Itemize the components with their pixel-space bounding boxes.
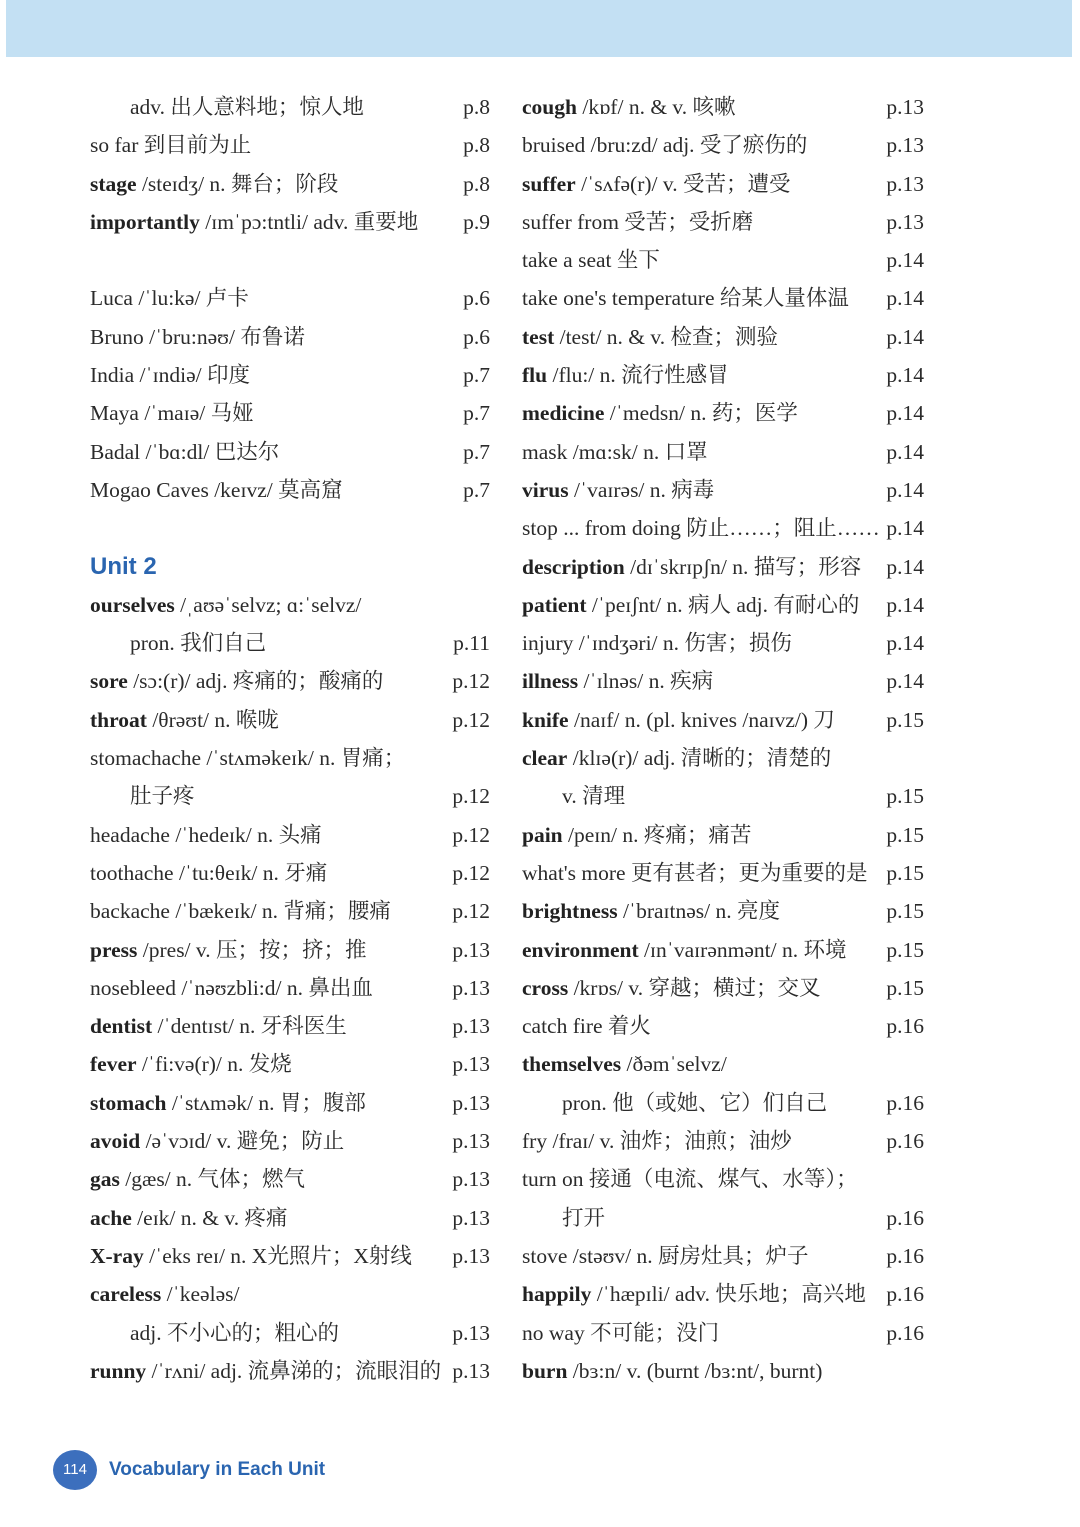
vocab-entry bbox=[90, 1199, 490, 1237]
vocab-definition: /ˈstʌmək/ n. 胃；腹部 bbox=[166, 1090, 366, 1115]
vocab-page-ref: p.7 bbox=[463, 477, 490, 502]
vocab-definition: what's more 更有甚者；更为重要的是 bbox=[522, 860, 868, 885]
vocab-definition: /əˈvɔɪd/ v. 避免；防止 bbox=[140, 1129, 345, 1154]
vocab-definition: stop ... from doing 防止……；阻止…… bbox=[522, 516, 880, 541]
vocab-definition: take a seat 坐下 bbox=[522, 248, 660, 273]
vocab-entry bbox=[522, 548, 924, 586]
vocab-definition: stomachache /ˈstʌməkeɪk/ n. 胃痛； bbox=[90, 746, 406, 771]
vocab-definition: pron. 他（或她、它）们自己 bbox=[562, 1090, 828, 1115]
vocab-headword: test bbox=[522, 324, 555, 349]
vocab-entry bbox=[90, 433, 490, 471]
vocab-page-ref: p.14 bbox=[886, 439, 924, 464]
vocab-headword: knife bbox=[522, 707, 569, 732]
vocab-definition: fry /fraɪ/ v. 油炸；油煎；油炒 bbox=[522, 1129, 792, 1154]
vocab-headword: illness bbox=[522, 669, 579, 694]
vocab-entry bbox=[522, 241, 924, 279]
vocab-entry bbox=[522, 1122, 924, 1160]
vocab-headword: gas bbox=[90, 1167, 120, 1192]
vocab-definition: /ˌaʊəˈselvz; ɑ:ˈselvz/ bbox=[174, 592, 362, 617]
vocab-headword: avoid bbox=[90, 1129, 141, 1154]
vocab-entry bbox=[522, 203, 924, 241]
footer-title: Vocabulary in Each Unit bbox=[109, 1459, 326, 1480]
vocab-page-ref: p.13 bbox=[452, 1243, 490, 1268]
vocab-definition: /ˈpeɪʃnt/ n. 病人 adj. 有耐心的 bbox=[586, 592, 860, 617]
vocab-headword: dentist bbox=[90, 1014, 153, 1039]
vocab-entry bbox=[90, 318, 490, 356]
vocab-entry bbox=[522, 279, 924, 317]
vocab-definition: adv. 出人意料地；惊人地 bbox=[130, 95, 364, 119]
vocab-entry bbox=[522, 816, 924, 854]
vocab-entry bbox=[90, 1084, 490, 1122]
vocab-entry bbox=[90, 1007, 490, 1045]
vocab-definition: injury /ˈɪndʒəri/ n. 伤害；损伤 bbox=[522, 631, 792, 656]
vocab-headword: cross bbox=[522, 975, 569, 1000]
vocab-headword: environment bbox=[522, 937, 639, 962]
vocab-page-ref: p.7 bbox=[463, 401, 490, 426]
vocab-page-ref: p.13 bbox=[452, 1014, 490, 1039]
vocab-page-ref: p.15 bbox=[886, 975, 924, 1000]
vocab-page-ref: p.14 bbox=[886, 669, 924, 694]
vocab-definition: 打开 bbox=[562, 1205, 606, 1230]
vocab-page-ref: p.13 bbox=[886, 209, 924, 234]
vocab-definition: Maya /ˈmaɪə/ 马娅 bbox=[90, 401, 254, 426]
vocab-entry bbox=[522, 88, 924, 126]
vocab-definition: Luca /ˈlu:kə/ 卢卡 bbox=[90, 286, 249, 311]
vocab-entry bbox=[522, 1199, 924, 1237]
vocab-entry bbox=[522, 701, 924, 739]
vocab-definition: /ˈdentɪst/ n. 牙科医生 bbox=[152, 1014, 347, 1039]
vocab-page-ref: p.15 bbox=[886, 784, 924, 809]
vocab-headword: careless bbox=[90, 1282, 162, 1307]
vocab-entry bbox=[90, 509, 490, 547]
vocab-definition: /ˈbraɪtnəs/ n. 亮度 bbox=[617, 899, 780, 924]
vocab-headword: stomach bbox=[90, 1090, 167, 1115]
vocab-page-ref: p.13 bbox=[452, 1052, 490, 1077]
vocab-page-ref: p.14 bbox=[886, 363, 924, 388]
vocab-page-ref: p.15 bbox=[886, 937, 924, 962]
vocab-definition: /dɪˈskrɪpʃn/ n. 描写；形容 bbox=[624, 554, 862, 579]
vocab-definition: backache /ˈbækeɪk/ n. 背痛；腰痛 bbox=[90, 899, 391, 924]
vocab-page-ref: p.8 bbox=[463, 95, 490, 119]
vocab-page-ref: p.16 bbox=[886, 1320, 924, 1345]
vocab-entry bbox=[90, 1237, 490, 1275]
vocab-entry bbox=[522, 1160, 924, 1198]
vocab-page-ref: p.8 bbox=[463, 133, 490, 158]
vocab-definition: /steɪdʒ/ n. 舞台；阶段 bbox=[136, 171, 339, 196]
vocab-headword: cough bbox=[522, 95, 577, 119]
vocab-definition: suffer from 受苦；受折磨 bbox=[522, 209, 754, 234]
vocab-entry bbox=[90, 279, 490, 317]
vocab-headword: themselves bbox=[522, 1052, 622, 1077]
vocab-entry bbox=[90, 1275, 490, 1313]
vocab-entry bbox=[90, 624, 490, 662]
vocab-definition: turn on 接通（电流、煤气、水等）； bbox=[522, 1167, 858, 1192]
vocab-entry bbox=[522, 969, 924, 1007]
vocab-entry bbox=[522, 394, 924, 432]
vocab-definition: /kɒf/ n. & v. 咳嗽 bbox=[576, 95, 736, 119]
vocab-entry bbox=[522, 126, 924, 164]
vocab-page-ref: p.14 bbox=[886, 477, 924, 502]
vocab-headword: suffer bbox=[522, 171, 576, 196]
vocab-headword: stage bbox=[90, 171, 137, 196]
vocab-definition: bruised /bru:zd/ adj. 受了瘀伤的 bbox=[522, 133, 808, 158]
vocab-entry bbox=[90, 88, 490, 126]
vocab-page-ref: p.7 bbox=[463, 363, 490, 388]
unit-heading-row bbox=[90, 548, 490, 586]
right-vocabulary-column bbox=[522, 88, 924, 1390]
top-color-band bbox=[6, 0, 1072, 57]
vocab-definition: /ˈvaɪrəs/ n. 病毒 bbox=[568, 477, 715, 502]
vocab-definition: take one's temperature 给某人量体温 bbox=[522, 286, 849, 311]
vocab-definition: Mogao Caves /keɪvz/ 莫高窟 bbox=[90, 477, 343, 502]
vocab-entry bbox=[522, 624, 924, 662]
vocab-page-ref: p.15 bbox=[886, 822, 924, 847]
vocab-entry bbox=[522, 509, 924, 547]
vocab-headword: patient bbox=[522, 592, 587, 617]
vocab-headword: brightness bbox=[522, 899, 618, 924]
vocab-definition: nosebleed /ˈnəʊzbli:d/ n. 鼻出血 bbox=[90, 975, 373, 1000]
vocab-page-ref: p.14 bbox=[886, 401, 924, 426]
vocab-page-ref: p.12 bbox=[452, 707, 490, 732]
vocab-entry bbox=[90, 662, 490, 700]
vocab-headword: throat bbox=[90, 707, 147, 732]
vocab-headword: ourselves bbox=[90, 592, 175, 617]
vocab-page-ref: p.14 bbox=[886, 592, 924, 617]
vocab-definition: Badal /ˈbɑ:dl/ 巴达尔 bbox=[90, 439, 280, 464]
vocab-definition: /ɪnˈvaɪrənmənt/ n. 环境 bbox=[638, 937, 847, 962]
vocab-entry bbox=[90, 816, 490, 854]
vocab-page-ref: p.13 bbox=[886, 133, 924, 158]
vocab-definition: Bruno /ˈbru:nəʊ/ 布鲁诺 bbox=[90, 324, 305, 349]
vocab-definition: v. 清理 bbox=[562, 784, 626, 809]
vocab-page-ref: p.13 bbox=[886, 171, 924, 196]
vocab-entry bbox=[90, 1045, 490, 1083]
vocab-entry bbox=[522, 1237, 924, 1275]
vocab-headword: fever bbox=[90, 1052, 137, 1077]
vocab-headword: clear bbox=[522, 746, 568, 771]
vocab-page-ref: p.14 bbox=[886, 554, 924, 579]
vocab-definition: headache /ˈhedeɪk/ n. 头痛 bbox=[90, 822, 322, 847]
vocab-page-ref: p.15 bbox=[886, 707, 924, 732]
vocab-entry bbox=[522, 1084, 924, 1122]
vocab-entry bbox=[90, 854, 490, 892]
vocab-definition: /ˈkeələs/ bbox=[161, 1282, 240, 1307]
vocab-definition: so far 到目前为止 bbox=[90, 133, 252, 158]
vocab-definition: /gæs/ n. 气体；燃气 bbox=[119, 1167, 306, 1192]
vocab-page-ref: p.16 bbox=[886, 1243, 924, 1268]
vocab-entry bbox=[90, 126, 490, 164]
vocab-definition: /ˈrʌni/ adj. 流鼻涕的；流眼泪的 bbox=[146, 1358, 442, 1383]
vocab-page-ref: p.13 bbox=[452, 1090, 490, 1115]
vocab-entry bbox=[522, 1045, 924, 1083]
vocab-definition: /eɪk/ n. & v. 疼痛 bbox=[131, 1205, 288, 1230]
left-vocabulary-column bbox=[90, 88, 490, 1390]
vocab-headword: runny bbox=[90, 1358, 147, 1383]
vocab-page-ref: p.6 bbox=[463, 286, 490, 311]
vocab-entry bbox=[90, 739, 490, 777]
vocab-entry bbox=[90, 394, 490, 432]
vocab-page-ref: p.16 bbox=[886, 1129, 924, 1154]
vocab-entry bbox=[522, 854, 924, 892]
vocab-page-ref: p.13 bbox=[452, 937, 490, 962]
vocab-entry bbox=[522, 586, 924, 624]
vocab-entry bbox=[522, 1275, 924, 1313]
vocab-headword: pain bbox=[522, 822, 563, 847]
vocab-page-ref: p.12 bbox=[452, 860, 490, 885]
vocab-entry bbox=[90, 356, 490, 394]
vocab-page-ref: p.14 bbox=[886, 631, 924, 656]
vocab-page-ref: p.14 bbox=[886, 516, 924, 541]
vocab-page-ref: p.11 bbox=[453, 631, 490, 656]
vocab-entry bbox=[522, 777, 924, 815]
vocab-entry bbox=[90, 586, 490, 624]
vocab-definition: /ðəmˈselvz/ bbox=[621, 1052, 727, 1077]
vocab-definition: /ˈfi:və(r)/ n. 发烧 bbox=[136, 1052, 292, 1077]
vocab-entry bbox=[90, 1160, 490, 1198]
vocab-entry bbox=[90, 969, 490, 1007]
vocab-entry bbox=[522, 892, 924, 930]
vocab-page-ref: p.13 bbox=[452, 1205, 490, 1230]
vocab-page-ref: p.13 bbox=[452, 975, 490, 1000]
vocab-headword: press bbox=[90, 937, 138, 962]
vocab-definition: /peɪn/ n. 疼痛；痛苦 bbox=[562, 822, 752, 847]
vocab-definition: pron. 我们自己 bbox=[130, 631, 267, 656]
vocab-entry bbox=[522, 433, 924, 471]
vocab-entry bbox=[522, 165, 924, 203]
vocab-entry bbox=[90, 471, 490, 509]
vocab-page-ref: p.16 bbox=[886, 1205, 924, 1230]
vocab-page-ref: p.8 bbox=[463, 171, 490, 196]
vocab-page-ref: p.12 bbox=[452, 899, 490, 924]
vocab-definition: /ˈmedsn/ n. 药；医学 bbox=[604, 401, 798, 426]
vocab-definition: /ˈsʌfə(r)/ v. 受苦；遭受 bbox=[575, 171, 791, 196]
vocab-definition: /θrəʊt/ n. 喉咙 bbox=[146, 707, 279, 732]
vocab-entry bbox=[522, 356, 924, 394]
vocab-page-ref: p.16 bbox=[886, 1014, 924, 1039]
vocab-definition: stove /stəʊv/ n. 厨房灶具；炉子 bbox=[522, 1243, 809, 1268]
vocab-entry bbox=[90, 777, 490, 815]
vocab-entry bbox=[522, 931, 924, 969]
vocab-entry bbox=[522, 471, 924, 509]
vocab-entry bbox=[90, 1122, 490, 1160]
vocab-definition: 肚子疼 bbox=[130, 784, 195, 809]
vocab-headword: burn bbox=[522, 1358, 568, 1383]
vocab-entry bbox=[90, 892, 490, 930]
vocab-definition: no way 不可能；没门 bbox=[522, 1320, 720, 1345]
vocab-entry bbox=[90, 931, 490, 969]
vocab-definition: /flu:/ n. 流行性感冒 bbox=[547, 363, 729, 388]
vocab-entry bbox=[90, 1314, 490, 1352]
vocab-entry bbox=[90, 165, 490, 203]
vocab-headword: X-ray bbox=[90, 1243, 144, 1268]
vocab-definition: /sɔ:(r)/ adj. 疼痛的；酸痛的 bbox=[127, 669, 384, 694]
vocab-page-ref: p.13 bbox=[452, 1358, 490, 1383]
vocab-page-ref: p.13 bbox=[886, 95, 924, 119]
vocab-page-ref: p.15 bbox=[886, 899, 924, 924]
vocab-page-ref: p.14 bbox=[886, 324, 924, 349]
vocab-definition: /bɜ:n/ v. (burnt /bɜ:nt/, burnt) bbox=[567, 1358, 823, 1383]
vocab-headword: ache bbox=[90, 1205, 132, 1230]
vocab-definition: mask /mɑ:sk/ n. 口罩 bbox=[522, 439, 708, 464]
vocab-page-ref: p.7 bbox=[463, 439, 490, 464]
vocab-definition: toothache /ˈtu:θeɪk/ n. 牙痛 bbox=[90, 860, 328, 885]
vocab-headword: medicine bbox=[522, 401, 605, 426]
vocab-page-ref: p.16 bbox=[886, 1282, 924, 1307]
vocab-page-ref: p.16 bbox=[886, 1090, 924, 1115]
vocab-definition: India /ˈɪndiə/ 印度 bbox=[90, 363, 251, 388]
page-number-badge: 114 bbox=[53, 1450, 97, 1490]
vocab-definition: /ˈɪlnəs/ n. 疾病 bbox=[578, 669, 714, 694]
vocab-entry bbox=[90, 203, 490, 241]
vocab-headword: description bbox=[522, 554, 625, 579]
vocab-headword: virus bbox=[522, 477, 569, 502]
vocab-definition: adj. 不小心的；粗心的 bbox=[130, 1320, 340, 1345]
vocab-entry bbox=[522, 1007, 924, 1045]
vocab-entry bbox=[90, 1352, 490, 1390]
vocab-page-ref: p.13 bbox=[452, 1167, 490, 1192]
vocab-page-ref: p.12 bbox=[452, 822, 490, 847]
vocab-page-ref: p.12 bbox=[452, 669, 490, 694]
vocab-entry bbox=[522, 1352, 924, 1390]
vocab-definition: /ˈeks reɪ/ n. X光照片；X射线 bbox=[143, 1243, 412, 1268]
vocab-page-ref: p.6 bbox=[463, 324, 490, 349]
vocab-page-ref: p.13 bbox=[452, 1320, 490, 1345]
vocab-headword: flu bbox=[522, 363, 548, 388]
vocab-headword: importantly bbox=[90, 209, 200, 234]
vocab-definition: /ˈhæpɪli/ adv. 快乐地；高兴地 bbox=[591, 1282, 866, 1307]
vocab-page-ref: p.14 bbox=[886, 286, 924, 311]
vocab-definition: /ɪmˈpɔ:tntli/ adv. 重要地 bbox=[199, 209, 419, 234]
vocab-entry bbox=[522, 318, 924, 356]
vocab-page-ref: p.15 bbox=[886, 860, 924, 885]
vocab-page-ref: p.14 bbox=[886, 248, 924, 273]
vocab-definition: /klɪə(r)/ adj. 清晰的；清楚的 bbox=[567, 746, 832, 771]
vocab-page-ref: p.13 bbox=[452, 1129, 490, 1154]
vocab-page-ref: p.12 bbox=[452, 784, 490, 809]
vocab-entry bbox=[522, 1314, 924, 1352]
vocab-entry bbox=[90, 241, 490, 279]
vocab-headword: happily bbox=[522, 1282, 592, 1307]
vocab-definition: /naɪf/ n. (pl. knives /naɪvz/) 刀 bbox=[568, 707, 835, 732]
vocab-entry bbox=[522, 739, 924, 777]
vocab-definition: /pres/ v. 压；按；挤；推 bbox=[137, 937, 367, 962]
vocab-entry bbox=[90, 701, 490, 739]
unit-heading: Unit 2 bbox=[90, 552, 157, 580]
vocab-definition: /krɒs/ v. 穿越；横过；交叉 bbox=[568, 975, 821, 1000]
vocab-page-ref: p.9 bbox=[463, 209, 490, 234]
vocab-headword: sore bbox=[90, 669, 128, 694]
vocab-definition: catch fire 着火 bbox=[522, 1014, 651, 1039]
vocab-definition: /test/ n. & v. 检查；测验 bbox=[554, 324, 778, 349]
vocab-entry bbox=[522, 662, 924, 700]
